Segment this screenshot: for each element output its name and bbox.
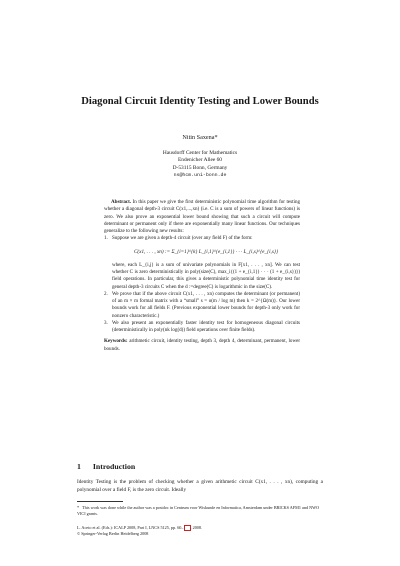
affiliation <box>0 150 400 180</box>
item-number: 1. <box>104 235 108 242</box>
section-heading <box>77 462 135 471</box>
section-body-text: Identity Testing is the problem of checking whether a given arithmetic circuit C(x1, . . . , xn), computing a polynomial over a field F, is the zero circuit. Ideally <box>77 479 323 493</box>
affiliation-line-1: Hausdorff Center for Mathematics <box>162 150 238 156</box>
affiliation-line-3: D-53115 Bonn, Germany <box>172 164 228 171</box>
abstract-item-2 <box>104 291 300 320</box>
paper-title: Diagonal Circuit Identity Testing and Lower Bounds <box>81 96 319 107</box>
item-text: We prove that if the above circuit C(x1, . . . , xn) computes the determinant (or permanent) of an m × m formal matrix with a “small” s = o(m / log m) then k = 2^{Ω(m)}. Our lower bounds work for all fields F. (Previous exponential lower bounds for depth-3 only work for nonzero characteristic.) <box>112 290 300 319</box>
keywords-label: Keywords: <box>104 338 128 345</box>
section-number: 1 <box>77 462 81 471</box>
abstract-label: Abstract. <box>111 199 132 205</box>
citation-line-1-post: , 2008. <box>190 525 203 530</box>
abstract-text: In this paper we give the first deterministic polynomial time algorithm for testing whether a diagonal depth-3 circuit C(x1,...,xn) (i.e. C is a sum of powers of linear functions) is zero. We also prove an exponential lower bound showing that such a circuit will compute determinant or permanent only if there are exponentially many linear functions. Our techniques generalize to the following new results: <box>104 199 300 234</box>
footnote-text: This work was done while the author was a postdoc in Centrum voor Wiskunde en Informatica, Amsterdam under BRICKS AFM1 and NWO VICI grants. <box>77 505 320 516</box>
depth4-formula: C(x1, . . . , xn) := Σ_{i=1}^{k} L_{i,1}^{e_{i,1}} · · · L_{i,s}^{e_{i,s}} <box>133 248 279 255</box>
affiliation-line-2: Endenicher Allee 60 <box>177 157 222 164</box>
footnote <box>77 505 323 517</box>
abstract-item-3 <box>104 320 300 335</box>
item-tail: where, each L_{i,j} is a sum of univariate polynomials in F[x1, . . . , xn]. We can test whether C is zero deterministically in poly(size(C), max_i{(1 + e_{i,1}) · · · (1 + e_{i,s})}) field operations. In particular, this gives a deterministic polynomial time identity test for general depth-3 circuits C when the d :=degree(C) is logarithmic in the size(C). <box>112 261 300 290</box>
author-email[interactable]: ns@hcm.uni-bonn.de <box>173 173 227 179</box>
item-number: 3. <box>104 319 108 326</box>
abstract-item-1 <box>104 235 300 291</box>
citation <box>77 525 323 537</box>
item-number: 2. <box>104 290 108 297</box>
item-lead: Suppose we are given a depth-4 circuit (over any field F) of the form: <box>112 235 253 242</box>
citation-line-1-pre: L. Aceto et al. (Eds.): ICALP 2008, Part I, LNCS 5125, pp. 60– <box>77 525 184 530</box>
footnote-divider <box>77 501 123 502</box>
copyright-line: © Springer-Verlag Berlin Heidelberg 2008 <box>77 531 149 537</box>
author-name: Nitin Saxena* <box>182 134 218 141</box>
abstract <box>104 199 300 353</box>
keywords-text: arithmetic circuit, identity testing, depth 3, depth 4, determinant, permanent, lower bounds. <box>104 338 301 352</box>
page-range-link-box[interactable] <box>184 525 191 531</box>
footnote-marker: * <box>77 505 80 510</box>
section-title: Introduction <box>92 462 136 471</box>
item-text: We also present an exponentially faster identity test for homogeneous diagonal circuits (deterministically in poly(nk log(d)) field operations over finite fields). <box>112 319 300 333</box>
keywords <box>104 338 300 353</box>
